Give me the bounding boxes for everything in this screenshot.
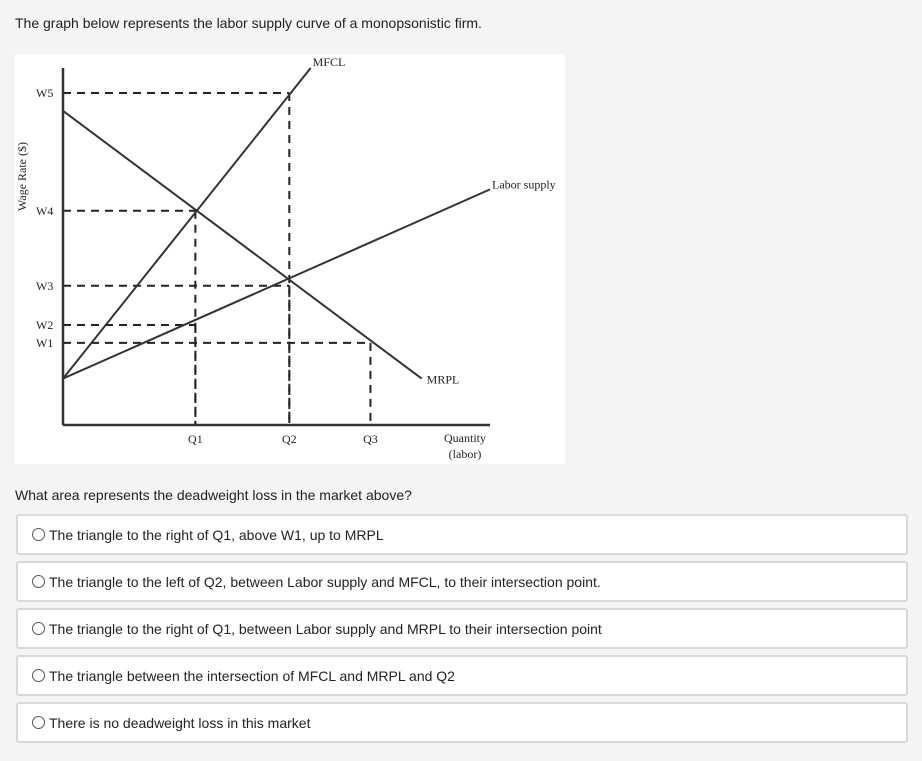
- radio-button[interactable]: [32, 528, 45, 541]
- radio-button[interactable]: [32, 716, 45, 729]
- question-prompt: The graph below represents the labor supply curve of a monopsonistic firm.: [15, 15, 482, 31]
- answer-option-label: There is no deadweight loss in this market: [49, 714, 311, 731]
- answer-options: [16, 514, 908, 749]
- answer-option-label: The triangle to the left of Q2, between Labor supply and MFCL, to their intersection point.: [49, 573, 601, 590]
- answer-option-2[interactable]: [16, 561, 908, 602]
- answer-option-label: The triangle between the intersection of MFCL and MRPL and Q2: [49, 667, 455, 684]
- mfcl-curve: [63, 68, 311, 379]
- mfcl-label: MFCL: [312, 55, 346, 69]
- mrpl-curve: [63, 111, 422, 379]
- y-axis-title: Wage Rate ($): [15, 142, 29, 211]
- radio-button[interactable]: [32, 669, 45, 682]
- radio-button[interactable]: [32, 575, 45, 588]
- y-tick-label-w1: W1: [36, 335, 54, 350]
- x-axis-title-line2: (labor): [448, 447, 482, 461]
- y-tick-label-w5: W5: [36, 85, 54, 100]
- labor-supply-label: Labor supply: [492, 177, 556, 192]
- graph-panel: [15, 54, 565, 464]
- answer-option-label: The triangle to the right of Q1, between Labor supply and MRPL to their intersection point: [49, 620, 602, 637]
- y-tick-label-w2: W2: [36, 318, 54, 333]
- answer-option-label: The triangle to the right of Q1, above W1, up to MRPL: [49, 526, 384, 543]
- labor-market-chart: [15, 54, 565, 464]
- answer-option-1[interactable]: [16, 514, 908, 555]
- y-tick-label-w4: W4: [36, 203, 54, 218]
- labor-supply-curve: [63, 189, 490, 378]
- x-tick-label-q1: Q1: [188, 432, 203, 446]
- answer-option-3[interactable]: [16, 608, 908, 649]
- mrpl-label: MRPL: [426, 372, 460, 387]
- question-text: What area represents the deadweight loss in the market above?: [15, 487, 412, 503]
- x-tick-label-q3: Q3: [363, 432, 378, 446]
- x-axis-title-line1: Quantity: [444, 431, 486, 445]
- answer-option-4[interactable]: [16, 655, 908, 696]
- y-tick-label-w3: W3: [36, 278, 54, 293]
- answer-option-5[interactable]: [16, 702, 908, 743]
- x-tick-label-q2: Q2: [281, 432, 297, 446]
- radio-button[interactable]: [32, 622, 45, 635]
